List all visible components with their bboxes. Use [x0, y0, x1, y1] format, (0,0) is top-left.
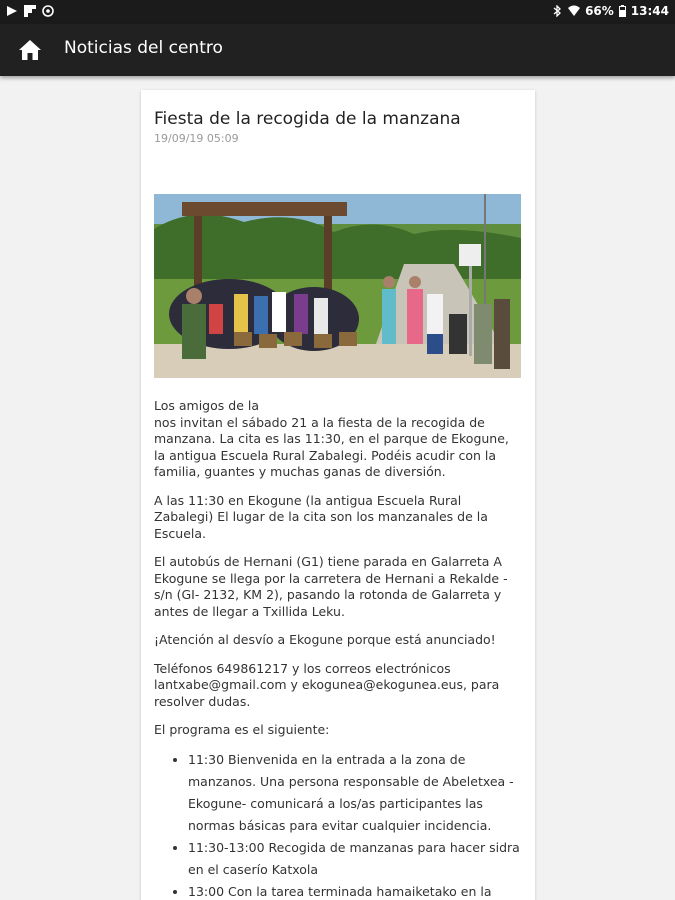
bluetooth-icon: [551, 5, 563, 17]
article-photo: [154, 194, 521, 378]
program-item: • 11:30 Bienvenida en la entrada a la zona de manzanos. Una persona responsable de Abeletxea - Ekogune- comunicará a los/as participantes las normas básicas para evitar cualquier incidencia.: [188, 749, 522, 837]
article-paragraph-4: ¡Atención al desvío a Ekogune porque está anunciado!: [154, 632, 496, 647]
battery-percentage: 66%: [585, 4, 614, 18]
article-date: 19/09/19 05:09: [154, 132, 239, 145]
status-system-icons: [551, 4, 669, 18]
article-paragraph-2: A las 11:30 en Ekogune (la antigua Escuela Rural Zabalegi) El lugar de la cita son los manzanales de la Escuela.: [154, 492, 488, 541]
article-card: [141, 90, 535, 900]
play-store-icon: [6, 5, 18, 17]
group-photo-image: [154, 194, 521, 378]
clock: 13:44: [630, 4, 669, 18]
program-item: • 13:00 Con la tarea terminada hamaiketako en la: [188, 881, 522, 900]
battery-icon: [619, 5, 626, 17]
status-notification-icons: [6, 5, 54, 17]
article-paragraph-6: El programa es el siguiente:: [154, 722, 330, 737]
article-title: Fiesta de la recogida de la manzana: [154, 109, 461, 129]
program-list: [154, 749, 522, 900]
article-paragraph-1: Los amigos de la nos invitan el sábado 21 a la fiesta de la recogida de manzana. La cita es las 11:30, en el parque de Ekogune, la antigua Escuela Rural Zabalegi. Podéis acudir con la familia, guantes y muchas ganas de diversión.: [154, 398, 509, 479]
sync-icon: [42, 5, 54, 17]
article-paragraph-5: Teléfonos 649861217 y los correos electrónicos lantxabe@gmail.com y ekogunea@ekogunea.eus, para resolver dudas.: [154, 660, 500, 709]
app-bar: [0, 24, 675, 76]
wifi-icon: [568, 5, 580, 17]
status-bar: [0, 0, 675, 24]
article-paragraph-3: El autobús de Hernani (G1) tiene parada en Galarreta A Ekogune se llega por la carretera de Hernani a Rekalde - s/n (GI- 2132, KM 2), pasando la rotonda de Galarreta y antes de llegar a Txillida Leku.: [154, 554, 508, 619]
program-item: • 11:30-13:00 Recogida de manzanas para hacer sidra en el caserío Katxola: [188, 837, 522, 881]
app-title: Noticias del centro: [64, 38, 223, 58]
home-icon[interactable]: [16, 37, 44, 63]
flipboard-icon: [24, 5, 36, 17]
